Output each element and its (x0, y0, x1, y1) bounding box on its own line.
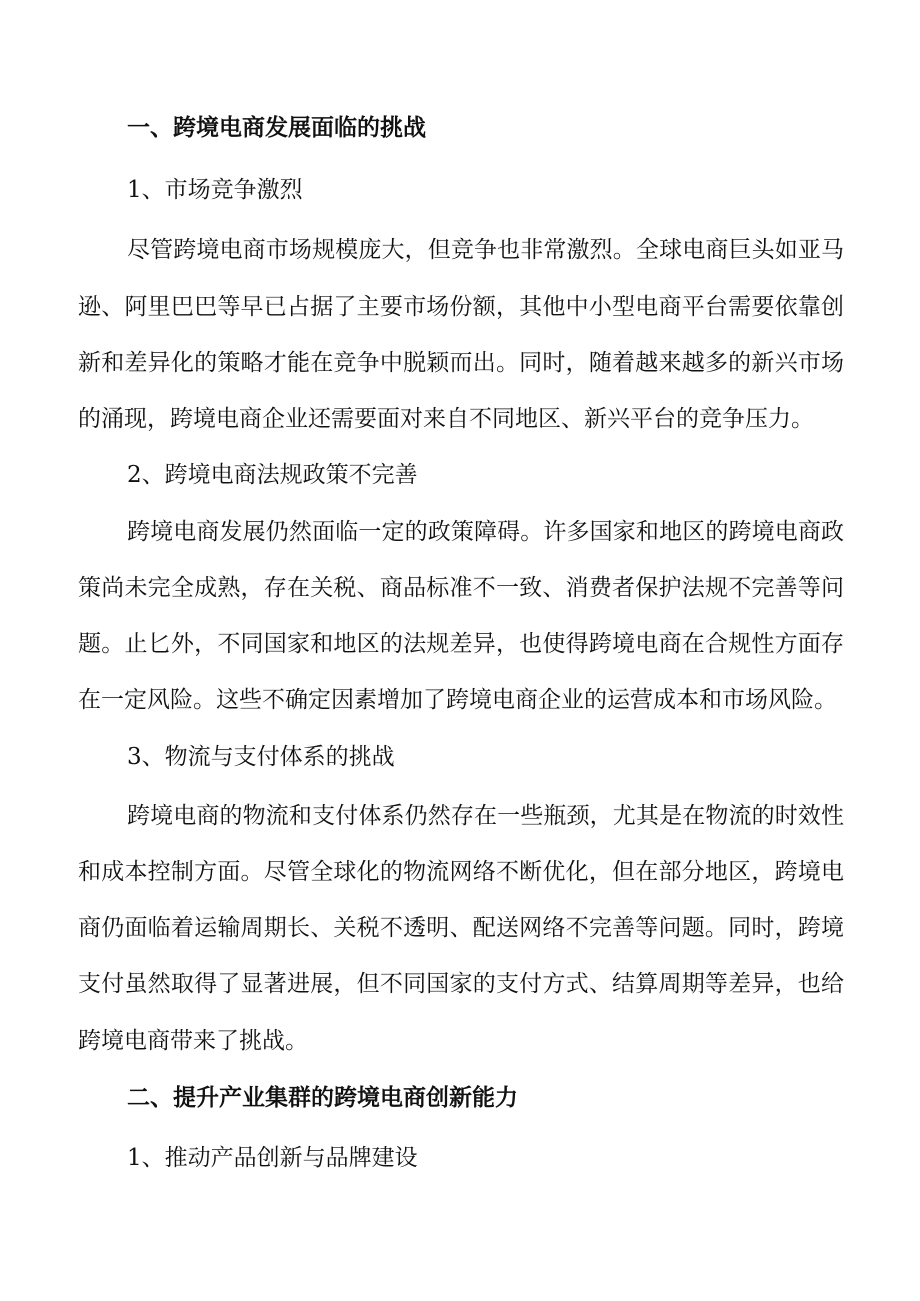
paragraph-line: 和成本控制方面。尽管全球化的物流网络不断优化，但在部分地区，跨境电 (78, 859, 844, 885)
paragraph-line: 跨境电商的物流和支付体系仍然存在一些瓶颈，尤其是在物流的时效性 (127, 803, 844, 829)
paragraph-line: 在一定风险。这些不确定因素增加了跨境电商企业的运营成本和市场风险。 (78, 687, 837, 713)
paragraph-line: 跨境电商发展仍然面临一定的政策障碍。许多国家和地区的跨境电商政 (127, 519, 844, 545)
subsection-heading: 2、跨境电商法规政策不完善 (127, 462, 418, 488)
subsection-heading: 1、推动产品创新与品牌建设 (127, 1145, 418, 1171)
paragraph-line: 跨境电商带来了挑战。 (78, 1028, 308, 1054)
subsection-heading: 3、物流与支付体系的挑战 (127, 744, 395, 770)
paragraph-line: 支付虽然取得了显著进展，但不同国家的支付方式、结算周期等差异，也给 (78, 971, 844, 997)
paragraph-line: 的涌现，跨境电商企业还需要面对来自不同地区、新兴平台的竞争压力。 (78, 406, 814, 432)
paragraph-line: 策尚未完全成熟，存在关税、商品标准不一致、消费者保护法规不完善等问 (78, 575, 844, 601)
section-heading: 二、提升产业集群的跨境电商创新能力 (127, 1084, 518, 1111)
paragraph-line: 尽管跨境电商市场规模庞大，但竞争也非常激烈。全球电商巨头如亚马 (127, 237, 844, 263)
paragraph-line: 逊、阿里巴巴等早已占据了主要市场份额，其他中小型电商平台需要依靠创 (78, 294, 844, 320)
section-heading: 一、跨境电商发展面临的挑战 (127, 114, 426, 141)
subsection-heading: 1、市场竞争激烈 (127, 177, 303, 203)
paragraph-line: 题。止匕外，不同国家和地区的法规差异，也使得跨境电商在合规性方面存 (78, 631, 844, 657)
paragraph-line: 商仍面临着运输周期长、关税不透明、配送网络不完善等问题。同时，跨境 (78, 915, 844, 941)
paragraph-line: 新和差异化的策略才能在竞争中脱颖而出。同时，随着越来越多的新兴市场 (78, 350, 844, 376)
